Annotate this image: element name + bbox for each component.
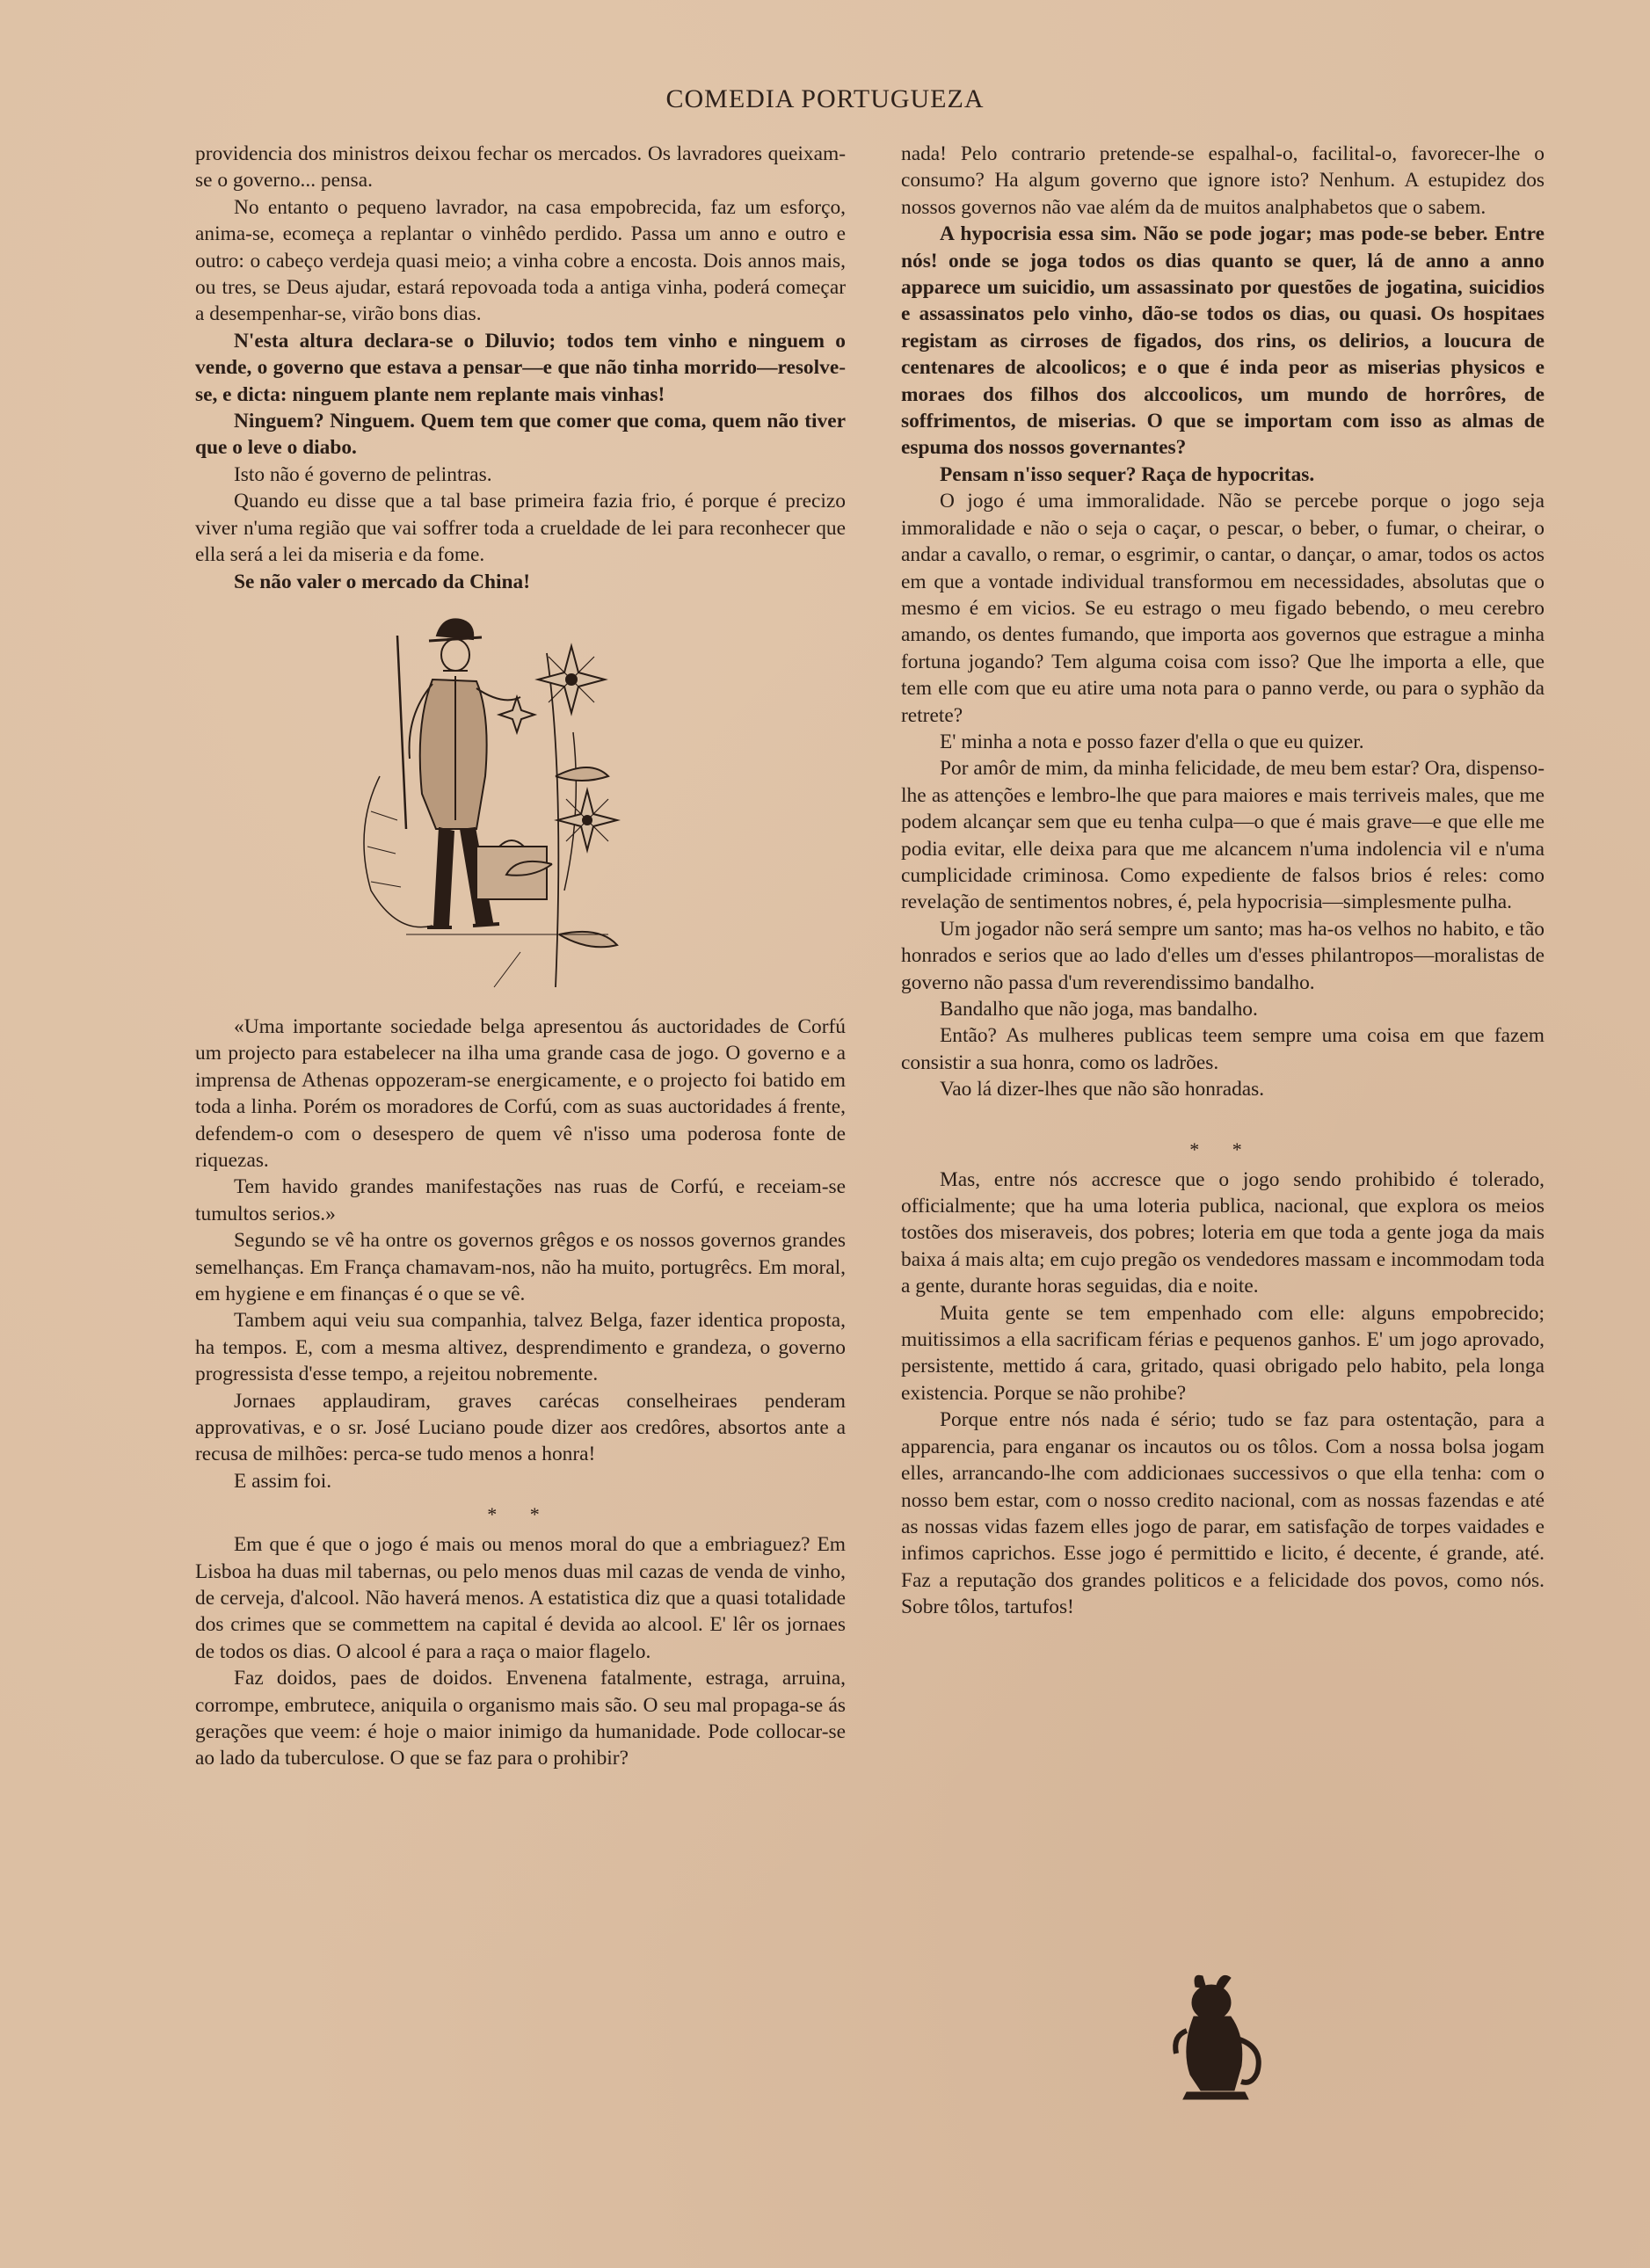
page-header: COMEDIA PORTUGUEZA	[665, 84, 985, 113]
left-paragraph-1: providencia dos ministros deixou fechar os mercados. Os lavradores queixam-se o governo... pensa.	[195, 142, 846, 193]
left-column	[195, 141, 846, 1772]
right-paragraph-5: E' minha a nota e posso fazer d'ella o que eu quizer.	[940, 730, 1364, 753]
right-paragraph-2: A hypocrisia essa sim. Não se pode jogar; mas pode-se beber. Entre nós! onde se joga todos os dias quanto se quer, lá de anno a anno apparece um suicidio, um assassinato por questões de jogatina, suicidios e assassinatos pelo vinho, dão-se todos os dias, ou quasi. Os hospitaes registam as cirroses de figados, dos rins, os delirios, a loucura de centenares de alcoolicos; e o que é inda peor as miserias physicos e moraes dos filhos dos alccoolicos, um mundo de horrôres, de soffrimentos, de miserias. O que se importam com isso as almas de espuma dos nossos governantes?	[901, 222, 1545, 460]
section-separator-left: * *	[487, 1503, 554, 1526]
left-paragraph-4: Ninguem? Ninguem. Quem tem que comer que coma, quem não tiver que o leve o diabo.	[195, 410, 846, 460]
right-paragraph-3: Pensam n'isso sequer? Raça de hypocritas.	[940, 462, 1315, 486]
right-paragraph-4: O jogo é uma immoralidade. Não se percebe porque o jogo seja immoralidade e não o seja o caçar, o pescar, o beber, o fumar, o cheirar, o andar a cavallo, o remar, o esgrimir, o cantar, o dançar, o amar, todos os actos em que a vontade individual transformou em necessidades, absolutas que o mesmo é em vicios. Se eu estrago o meu figado bebendo, o meu cerebro amando, os dentes fumando, que importa aos governos que estrague a minha fortuna jogando? Tem alguma coisa com isso? Que lhe importa a elle, que tem elle com que eu atire uma nota para o panno verde, ou para o syphão da retrete?	[901, 490, 1545, 727]
right-paragraph-13: Porque entre nós nada é sério; tudo se faz para ostentação, para a apparencia, para enganar os incautos ou os tôlos. Com a nossa bolsa jogam elles, arrancando-lhe com addicionaes successivos o que ella tenha: com o nosso bem estar, com o nosso credito nacional, com as nossas fazendas e até as nossas vidas fazem elles jogo de parar, em satisfação de torpes vaidades e infimos caprichos. Esse jogo é permittido e licito, é decente, é grande, até. Faz a reputação dos grandes politicos e a felicidade dos povos, como nós. Sobre tôlos, tartufos!	[901, 1408, 1545, 1619]
right-column	[901, 141, 1545, 1621]
section-separator-right: * *	[1189, 1138, 1256, 1160]
right-paragraph-7: Um jogador não será sempre um santo; mas ha-os velhos no habito, e tão honrados e serios que ao lado d'elles um d'esses philantropos—moralistas de governo não passa d'um reverendissimo bandalho.	[901, 917, 1545, 994]
left-paragraph-6: Quando eu disse que a tal base primeira fazia frio, é porque é precizo viver n'uma região que vai soffrer toda a crueldade de lei para reconhecer que ella será a lei da miseria e da fome.	[195, 490, 846, 567]
right-paragraph-6: Por amôr de mim, da minha felicidade, de meu bem estar? Ora, dispenso-lhe as attenções e lembro-lhe que para maiores e mais terriveis males, que me podem alcançar sem que eu tenha culpa—o que é mais grave—e que elle me podia evitar, elle deixa para que me alcancem n'uma indolencia vil e n'uma cumplicidade criminosa. Como expediente de falsos brios é reles: como revelação de sentimentos nobres, é, pela hypocrisia—simplesmente pulha.	[901, 757, 1545, 914]
left-paragraph-3: N'esta altura declara-se o Diluvio; todos tem vinho e ninguem o vende, o governo que estava a pensar—e que não tinha morrido—resolve-se, e dicta: ninguem plante nem replante mais vinhas!	[195, 329, 846, 406]
left-paragraph-11: Tambem aqui veiu sua companhia, talvez Belga, fazer identica proposta, ha tempos. E, com a mesma altivez, desprendimento e grandeza, o governo progressista d'esse tempo, a rejeitou nobremente.	[195, 1309, 846, 1386]
left-paragraph-14: Em que é que o jogo é mais ou menos moral do que a embriaguez? Em Lisboa ha duas mil tabernas, ou pelo menos duas mil cazas de venda de vinho, de cerveja, d'alcool. Não haverá menos. A estatistica diz que a quasi totalidade dos crimes que se commettem na capital é devida ao alcool. E' lêr os jornaes de todos os dias. O alcool é para a raça o maior flagelo.	[195, 1533, 846, 1663]
right-paragraph-1: nada! Pelo contrario pretende-se espalhal-o, facilital-o, favorecer-lhe o consumo? Ha algum governo que ignore isto? Nenhum. A estupidez dos nossos governos não vae além da de muitos analphabetos que o sabem.	[901, 142, 1545, 219]
man-with-flowers-illustration	[195, 600, 846, 1005]
left-paragraph-5: Isto não é governo de pelintras.	[234, 462, 492, 486]
right-paragraph-10: Vao lá dizer-lhes que não são honradas.	[940, 1078, 1265, 1101]
left-paragraph-13: E assim foi.	[234, 1469, 332, 1493]
illustration-drawing	[345, 600, 714, 1005]
quote-block	[195, 1014, 846, 1494]
left-paragraph-2: No entanto o pequeno lavrador, na casa empobrecida, faz um esforço, anima-se, ecomeça a replantar o vinhêdo perdido. Passa um anno e outro e outro: o cabeço verdeja quasi meio; a vinha cobre a encosta. Dois annos mais, ou tres, se Deus ajudar, estará repovoada toda a antiga vinha, poderá começar a desempenhar-se, virão bons dias.	[195, 195, 846, 326]
left-paragraph-9: Tem havido grandes manifestações nas ruas de Corfú, e receiam-se tumultos serios.»	[195, 1175, 846, 1225]
right-paragraph-11: Mas, entre nós accresce que o jogo sendo prohibido é tolerado, officialmente; que ha uma loteria publica, nacional, que explora os meios tostões dos miseraveis, dos pobres; loteria em que toda a gente joga da mais baixa á mais alta; em cujo pregão os vendedores massam e incommodam toda a gente, durante horas seguidas, dia e noite.	[901, 1167, 1545, 1298]
left-paragraph-12: Jornaes applaudiram, graves carécas conselheiraes penderam approvativas, e o sr. José Luciano poude dizer aos credôres, absortos ante a recusa de milhões: perca-se tudo menos a honra!	[195, 1389, 846, 1466]
left-paragraph-10: Segundo se vê ha ontre os governos grêgos e os nossos governos grandes semelhanças. Em França chamavam-nos, não ha muito, portugrêcs. Em moral, em hygiene e em finanças é o que se vê.	[195, 1229, 846, 1305]
left-paragraph-8: «Uma importante sociedade belga apresentou ás auctoridades de Corfú um projecto para estabelecer na ilha uma grande casa de jogo. O governo e a imprensa de Athenas oppozeram-se energicamente, e o projecto foi batido em toda a linha. Porém os moradores de Corfú, com as suas auctoridades á frente, defendem-o com o desespero de quem vê n'isso uma poderosa fonte de riquezas.	[195, 1014, 846, 1172]
left-paragraph-15: Faz doidos, paes de doidos. Envenena fatalmente, estraga, arruina, corrompe, embrutece, aniquila o organismo mais são. O seu mal propaga-se ás gerações que veem: é hoje o maior inimigo da humanidade. Pode collocar-se ao lado da tuberculose. O que se faz para o prohibir?	[195, 1667, 846, 1770]
right-paragraph-8: Bandalho que não joga, mas bandalho.	[940, 998, 1258, 1021]
left-paragraph-7: Se não valer o mercado da China!	[234, 570, 531, 593]
devil-figure-ornament	[1160, 1969, 1275, 2101]
right-paragraph-12: Muita gente se tem empenhado com elle: alguns empobrecido; muitissimos a ella sacrificam férias e pequenos ganhos. E' um jogo aprovado, persistente, mettido á cara, gritado, quasi obrigado pelo habito, pela longa existencia. Porque se não prohibe?	[901, 1301, 1545, 1405]
right-paragraph-9: Então? As mulheres publicas teem sempre uma coisa em que fazem consistir a sua honra, como os ladrões.	[901, 1024, 1545, 1074]
spacer	[901, 1103, 1545, 1130]
